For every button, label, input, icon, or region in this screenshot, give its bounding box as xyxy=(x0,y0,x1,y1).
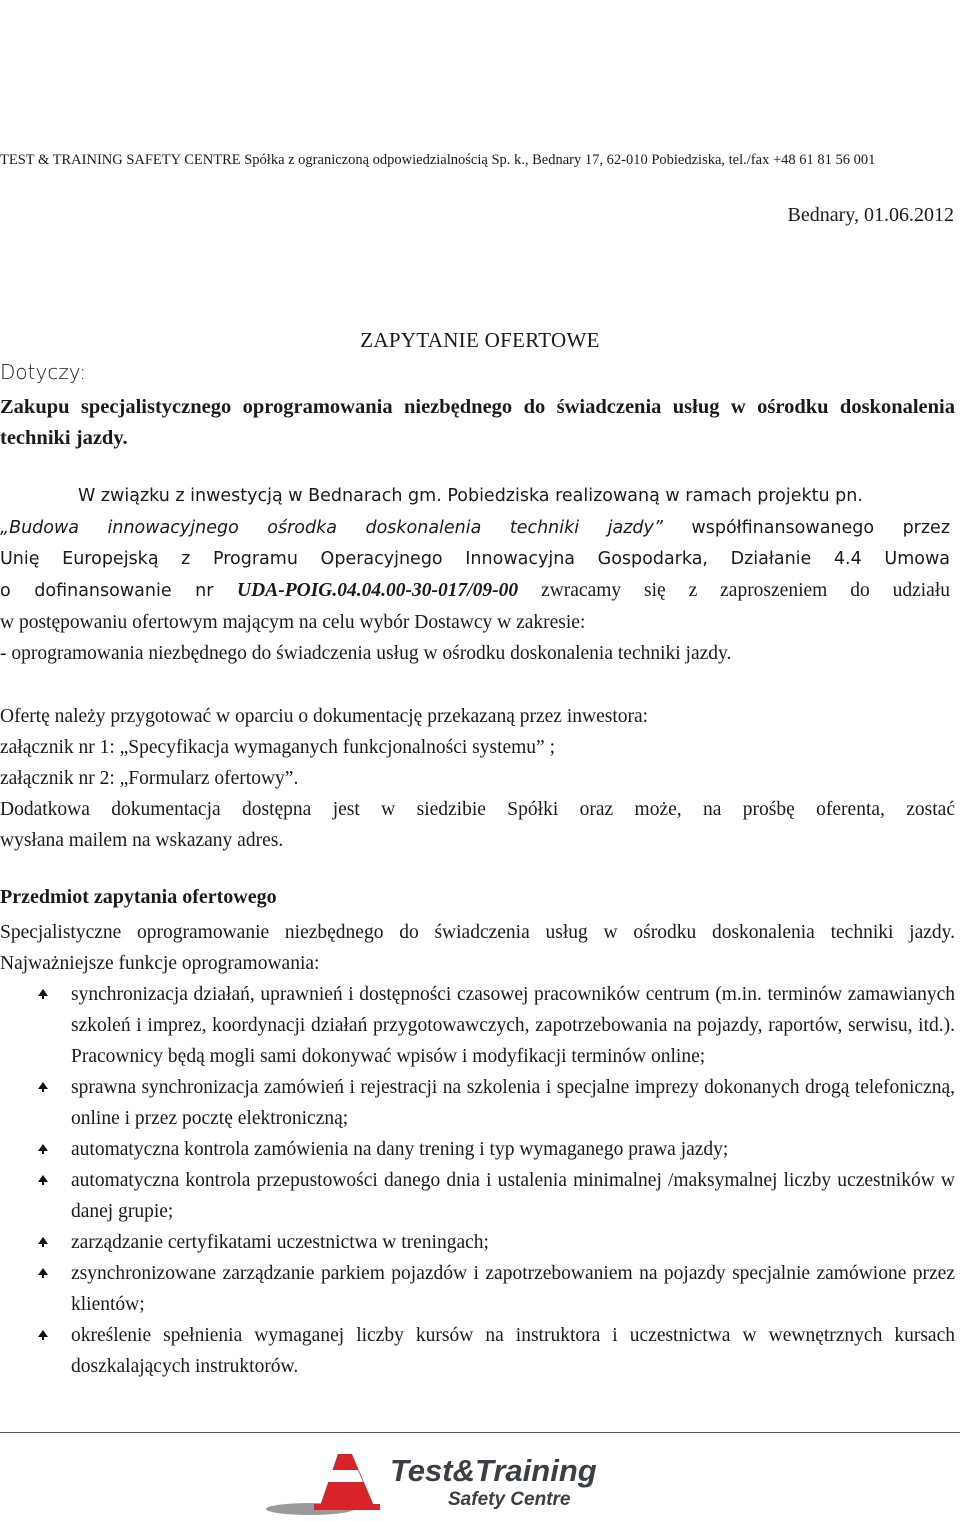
logo-line-1: Test&Training xyxy=(390,1453,597,1488)
offer-line-2: załącznik nr 1: „Specyfikacja wymaganych funkcjonalności systemu” ; xyxy=(0,737,556,758)
project-title: „Budowa innowacyjnego ośrodka doskonalenia techniki jazdy” xyxy=(0,518,663,538)
footer-divider xyxy=(0,1432,960,1433)
bullet-icon xyxy=(38,1268,48,1275)
offer-line-3: załącznik nr 2: „Formularz ofertowy”. xyxy=(0,768,299,789)
bullet-icon xyxy=(38,1082,48,1089)
intro-line-5: w postępowaniu ofertowym mającym na celu wybór Dostawcy w zakresie: xyxy=(0,612,586,633)
offer-line-1: Ofertę należy przygotować w oparciu o dokumentację przekazaną przez inwestora: xyxy=(0,706,649,727)
intro-line-3: Unię Europejską z Programu Operacyjnego Innowacyjna Gospodarka, Działanie 4.4 Umowa xyxy=(0,549,950,569)
list-item: zsynchronizowane zarządzanie parkiem pojazdów i zapotrzebowaniem na pojazdy specjalnie zamówione przez klientów; xyxy=(0,1258,955,1320)
bullet-icon xyxy=(38,989,48,996)
logo-line-2: Safety Centre xyxy=(448,1489,571,1510)
list-item: sprawna synchronizacja zamówień i rejestracji na szkolenia i specjalne imprezy dokonanych drogą telefoniczną, online i przez pocztę elektroniczną; xyxy=(0,1072,955,1134)
logo-cone-base xyxy=(314,1504,380,1510)
intro-line-1: W związku z inwestycją w Bednarach gm. Pobiedziska realizowaną w ramach projektu pn. xyxy=(78,486,863,506)
subject-text: Zakupu specjalistycznego oprogramowania niezbędnego do świadczenia usług w ośrodku doskonalenia techniki jazdy. xyxy=(0,396,955,449)
bullet-icon xyxy=(38,1330,48,1337)
bullet-icon xyxy=(38,1175,48,1182)
offer-line-4: Dodatkowa dokumentacja dostępna jest w siedzibie Spółki oraz może, na prośbę oferenta, zostać xyxy=(0,799,955,820)
intro-line-4-prefix: o dofinansowanie nr xyxy=(0,581,238,601)
logo-cone-stripe xyxy=(327,1470,363,1482)
offer-line-5: wysłana mailem na wskazany adres. xyxy=(0,830,284,851)
concerns-label: Dotyczy: xyxy=(0,360,86,384)
bullet-icon xyxy=(38,1237,48,1244)
spec-text: Specjalistyczne oprogramowanie niezbędnego do świadczenia usług w ośrodku doskonalenia techniki jazdy. Najważniejsze funkcje oprogramowania: xyxy=(0,922,955,974)
list-item: automatyczna kontrola zamówienia na dany trening i typ wymaganego prawa jazdy; xyxy=(0,1134,955,1165)
intro-line-2-rest: współfinansowanego przez xyxy=(662,518,951,538)
agreement-number: UDA-POIG.04.04.00-30-017/09-00 xyxy=(237,580,519,601)
list-item: synchronizacja działań, uprawnień i dostępności czasowej pracowników centrum (m.in. terminów zamawianych szkoleń i imprez, koordynacji działań przygotowawczych, zapotrzebowania na pojazdy, raportów, serwisu, itd.). Pracownicy będą mogli sami dokonywać wpisów i modyfikacji terminów online; xyxy=(0,979,955,1072)
intro-line-4 xyxy=(0,575,950,607)
list-item: określenie spełnienia wymaganej liczby kursów na instruktora i uczestnictwa w wewnętrznych kursach doszkalających instruktorów. xyxy=(0,1320,955,1382)
document-date: Bednary, 01.06.2012 xyxy=(787,204,954,226)
company-header: TEST & TRAINING SAFETY CENTRE Spółka z ograniczoną odpowiedzialnością Sp. k., Bednary 17, 62-010 Pobiedziska, tel./fax +48 61 81 56 001 xyxy=(0,152,876,168)
list-item: automatyczna kontrola przepustowości danego dnia i ustalenia minimalnej /maksymalnej liczby uczestników w danej grupie; xyxy=(0,1165,955,1227)
intro-line-4-rest: zwracamy się z zaproszeniem do udziału xyxy=(518,580,950,601)
company-logo xyxy=(262,1448,602,1516)
section-title: Przedmiot zapytania ofertowego xyxy=(0,886,277,908)
intro-line-2 xyxy=(0,512,950,544)
intro-paragraph xyxy=(0,481,950,669)
intro-line-6: - oprogramowania niezbędnego do świadczenia usług w ośrodku doskonalenia techniki jazdy. xyxy=(0,643,732,664)
offer-paragraph xyxy=(0,701,955,856)
document-title: ZAPYTANIE OFERTOWE xyxy=(360,328,600,352)
list-item: zarządzanie certyfikatami uczestnictwa w treningach; xyxy=(0,1227,955,1258)
feature-list xyxy=(0,979,955,1382)
bullet-icon xyxy=(38,1144,48,1151)
